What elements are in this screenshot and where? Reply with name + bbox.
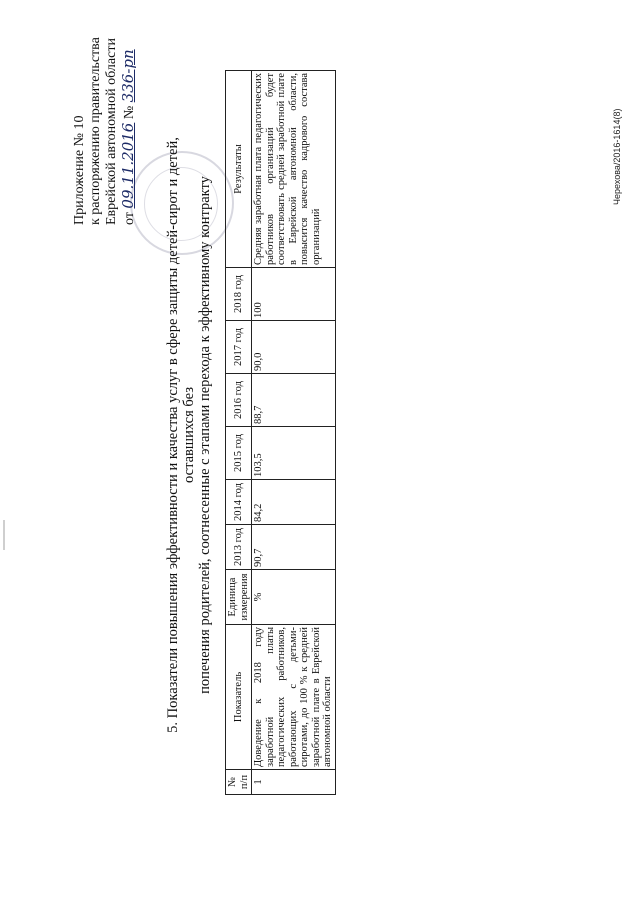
cell-unit: % [252,570,336,625]
handwritten-date: 09.11.2016 [119,122,137,209]
cell-2015: 103,5 [252,427,336,480]
header-2015: 2015 год [226,427,252,480]
header-indicator: Показатель [226,625,252,770]
cell-num: 1 [252,770,336,795]
number-prefix: № [122,105,137,120]
cell-2013: 90,7 [252,525,336,570]
header-2016: 2016 год [226,374,252,427]
cell-results: Средняя заработная плата педагогических работников организаций будет соответствовать средней заработной плате в Еврейской автономной области, повысится качество кадрового состава организаций [252,71,336,268]
handwritten-number: 336-рп [119,49,137,103]
cell-2018: 100 [252,268,336,321]
cell-2014: 84,2 [252,480,336,525]
cell-2016: 88,7 [252,374,336,427]
header-unit: Единица измерения [226,570,252,625]
footer-code: Черехова/2016-1614(8) [612,108,622,205]
date-prefix: от [122,212,137,225]
indicators-table [225,70,336,795]
appendix-date-line [120,10,138,225]
appendix-reference: к распоряжению правительства [88,37,103,225]
header-2017: 2017 год [226,321,252,374]
title-line-2: попечения родителей, соотнесенные с этапами перехода к эффективному контракту [197,176,213,694]
title-line-1: 5. Показатели повышения эффективности и качества услуг в сфере защиты детей-сирот и детей, оставшихся без [165,137,197,733]
appendix-number: Приложение № 10 [72,115,87,225]
document-title [165,115,213,755]
cell-indicator: Доведение к 2018 году заработной платы педагогических работников, работающих с детьми-сиротами, до 100 % к средней заработной плате в Еврейской автономной области [252,625,336,770]
table-header-row [226,71,252,795]
header-2014: 2014 год [226,480,252,525]
header-num: № п/п [226,770,252,795]
header-2018: 2018 год [226,268,252,321]
header-2013: 2013 год [226,525,252,570]
cell-2017: 90,0 [252,321,336,374]
table-row [252,71,336,795]
appendix-region: Еврейской автономной области [104,38,119,225]
header-results: Результаты [226,71,252,268]
appendix-header [72,10,138,225]
